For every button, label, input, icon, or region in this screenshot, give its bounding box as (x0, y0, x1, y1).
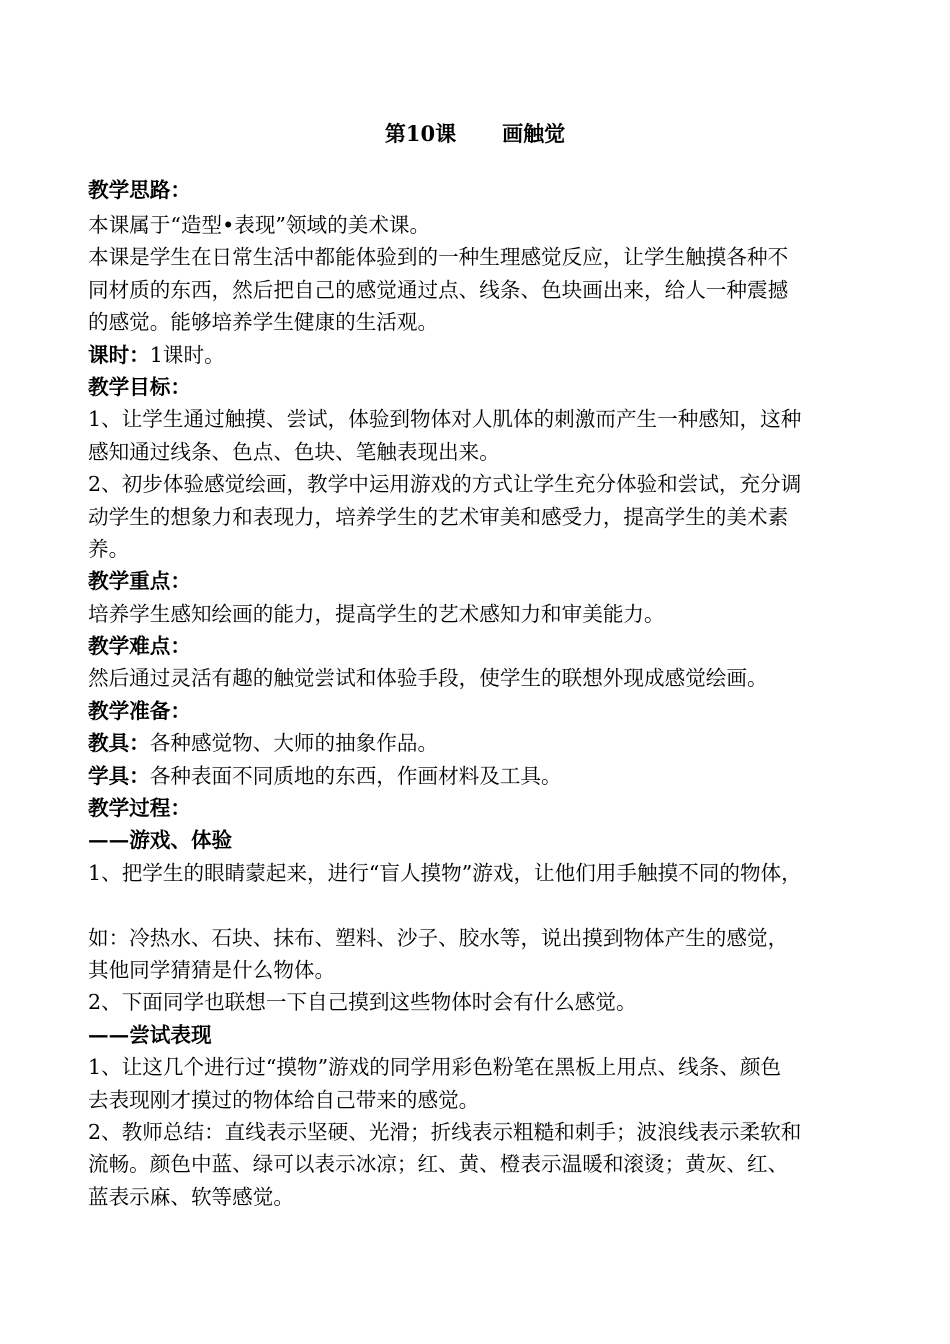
page-title (0, 118, 950, 148)
paragraph-line (88, 339, 878, 371)
paragraph-line (88, 1084, 878, 1116)
paragraph-line (88, 662, 878, 694)
section-heading (88, 630, 878, 662)
line-text: 去表现刚才摸过的物体给自己带来的感觉。 (88, 1087, 480, 1112)
line-text: 1、让这几个进行过“摸物”游戏的同学用彩色粉笔在黑板上用点、线条、颜色 (88, 1055, 782, 1080)
bold-label: ——尝试表现 (88, 1022, 212, 1047)
paragraph-line (88, 760, 878, 792)
section-heading (88, 695, 878, 727)
bold-label: 教学重点： (88, 569, 191, 594)
bold-label: 教具： (88, 731, 150, 756)
line-text: 本课是学生在日常生活中都能体验到的一种生理感觉反应，让学生触摸各种不 (88, 245, 789, 270)
line-text: 1、让学生通过触摸、尝试，体验到物体对人肌体的刺激而产生一种感知，这种 (88, 407, 802, 432)
bold-label: ——游戏、体验 (88, 828, 233, 853)
line-text: 蓝表示麻、软等感觉。 (88, 1184, 294, 1209)
line-text: 感知通过线条、色点、色块、笔触表现出来。 (88, 439, 500, 464)
line-text: 如：冷热水、石块、抹布、塑料、沙子、胶水等，说出摸到物体产生的感觉， (88, 925, 789, 950)
paragraph-line (88, 241, 878, 273)
paragraph-line (88, 306, 878, 338)
line-text: 其他同学猜猜是什么物体。 (88, 957, 336, 982)
bold-label: 学具： (88, 763, 150, 788)
section-heading (88, 824, 878, 856)
section-heading (88, 792, 878, 824)
paragraph-line (88, 501, 878, 533)
bold-label: 课时： (88, 342, 150, 367)
paragraph-line (88, 209, 878, 241)
section-heading (88, 371, 878, 403)
section-heading (88, 565, 878, 597)
paragraph-line (88, 533, 878, 565)
paragraph-line (88, 727, 878, 759)
paragraph-line (88, 274, 878, 306)
line-text: 培养学生感知绘画的能力，提高学生的艺术感知力和审美能力。 (88, 601, 665, 626)
document-body (88, 174, 878, 1213)
paragraph-line (88, 1116, 878, 1148)
line-text: 1、把学生的眼睛蒙起来，进行“盲人摸物”游戏，让他们用手触摸不同的物体， (88, 860, 802, 885)
bold-label: 教学难点： (88, 634, 191, 659)
paragraph-line (88, 468, 878, 500)
paragraph-line (88, 403, 878, 435)
paragraph-line (88, 986, 878, 1018)
line-text: 2、下面同学也联想一下自己摸到这些物体时会有什么感觉。 (88, 990, 637, 1015)
paragraph-line (88, 889, 878, 921)
bold-label: 教学目标： (88, 374, 191, 399)
lesson-name: 画触觉 (502, 121, 566, 146)
line-text: 2、初步体验感觉绘画，教学中运用游戏的方式让学生充分体验和尝试，充分调 (88, 472, 802, 497)
lesson-number: 第10课 (384, 121, 457, 146)
line-text: 本课属于“造型•表现”领域的美术课。 (88, 213, 431, 237)
paragraph-line (88, 1051, 878, 1083)
bold-label: 教学准备： (88, 698, 191, 723)
paragraph-line (88, 1181, 878, 1213)
paragraph-line (88, 857, 878, 889)
line-text: 流畅。颜色中蓝、绿可以表示冰凉；红、黄、橙表示温暖和滚烫；黄灰、红、 (88, 1152, 789, 1177)
paragraph-line (88, 436, 878, 468)
line-text: 的感觉。能够培养学生健康的生活观。 (88, 310, 439, 335)
paragraph-line (88, 922, 878, 954)
line-text: 2、教师总结：直线表示坚硬、光滑；折线表示粗糙和刺手；波浪线表示柔软和 (88, 1119, 802, 1144)
paragraph-line (88, 598, 878, 630)
section-heading (88, 174, 878, 209)
line-text: 各种感觉物、大师的抽象作品。 (149, 731, 439, 756)
paragraph-line (88, 1148, 878, 1180)
line-text: 同材质的东西，然后把自己的感觉通过点、线条、色块画出来，给人一种震撼 (88, 277, 789, 302)
bold-label: 教学思路： (88, 178, 191, 202)
line-text: 各种表面不同质地的东西，作画材料及工具。 (149, 763, 562, 788)
paragraph-line (88, 954, 878, 986)
line-text: 动学生的想象力和表现力，培养学生的艺术审美和感受力，提高学生的美术素 (88, 504, 789, 529)
bold-label: 教学过程： (88, 796, 191, 821)
section-heading (88, 1019, 878, 1051)
line-text: 然后通过灵活有趣的触觉尝试和体验手段，使学生的联想外现成感觉绘画。 (88, 666, 768, 691)
line-text: 养。 (88, 536, 130, 561)
line-text: 1课时。 (149, 342, 225, 367)
